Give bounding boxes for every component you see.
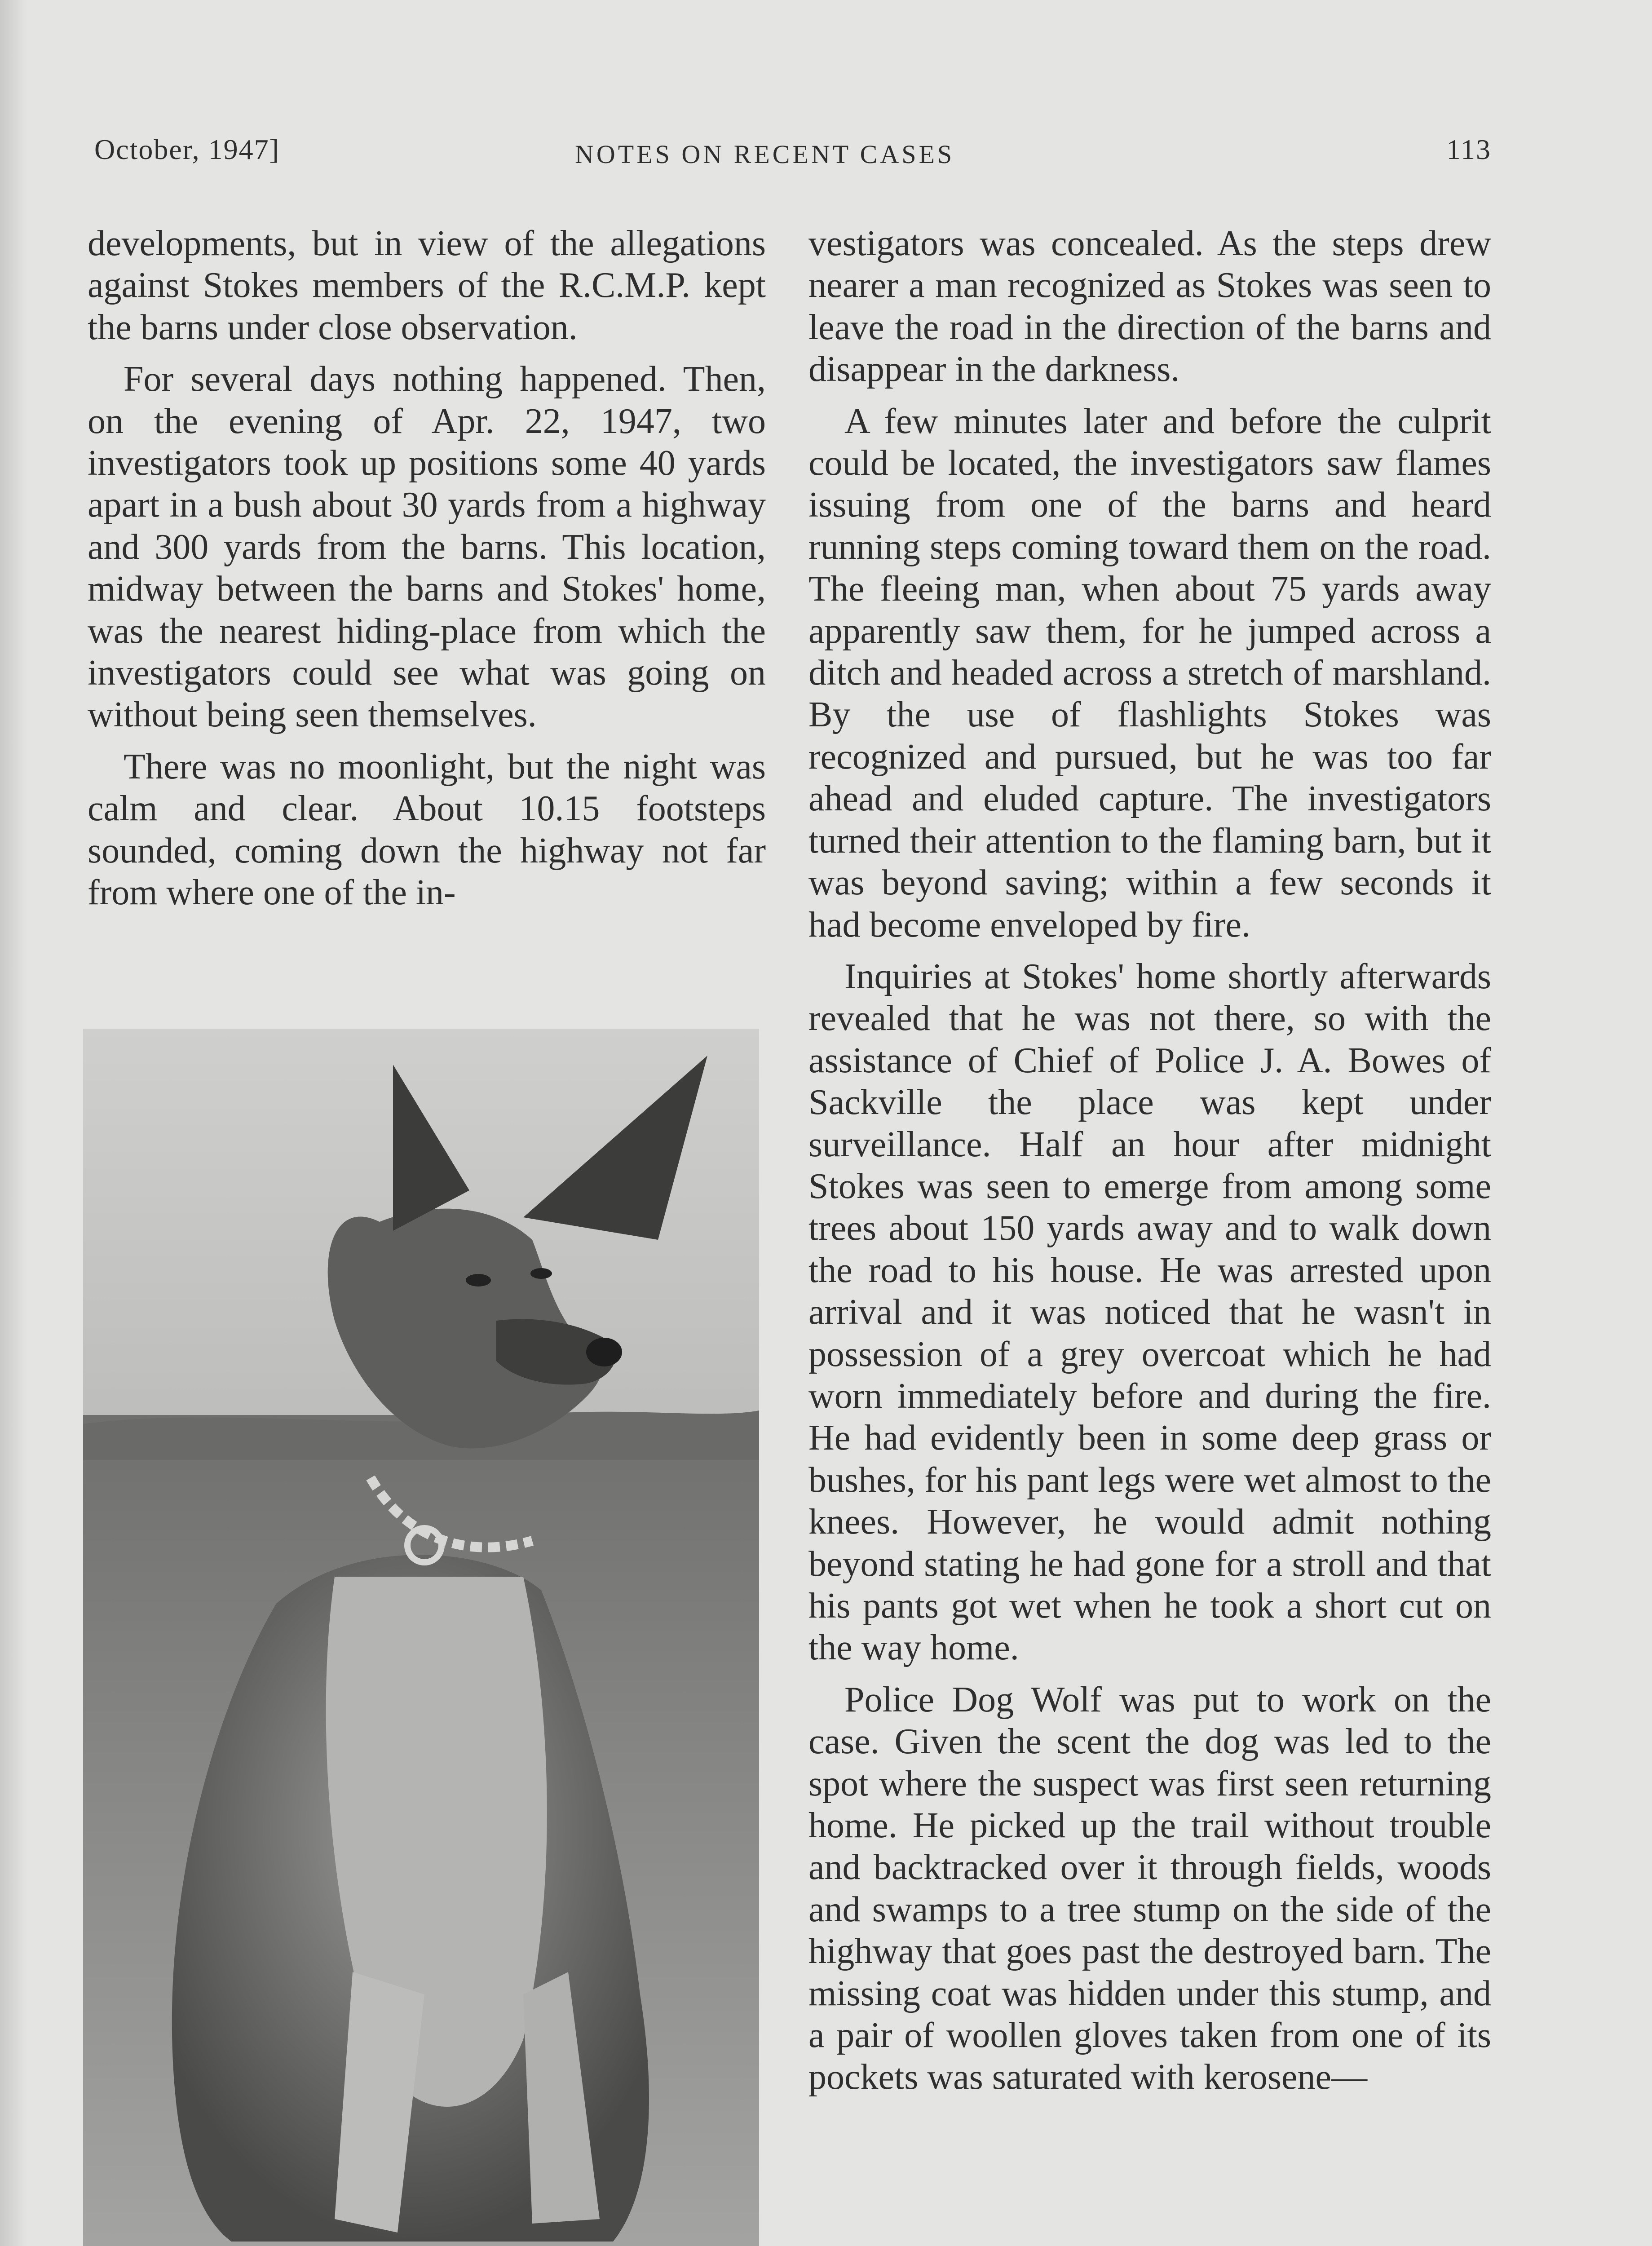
paragraph: A few minutes later and before the culprit could be located, the investigators saw flames issuing from one of the barns and heard running steps coming toward them on the road. The fleeing man, when about 75 yards away apparently saw them, for he jumped across a ditch and headed across a stretch of marshland. By the use of flashlights Stokes was recognized and pursued, but he was too far ahead and eluded capture. The investigators turned their attention to the flaming barn, but it was beyond saving; within a few seconds it had become enveloped by fire. — [808, 401, 1491, 945]
page-number: 113 — [1446, 133, 1491, 165]
paragraph: vestigators was concealed. As the steps drew nearer a man recognized as Stokes was seen to leave the road in the direction of the barns and disappear in the darkness. — [808, 224, 1491, 389]
running-header — [94, 133, 1491, 182]
left-column — [88, 223, 766, 914]
paragraph: Police Dog Wolf was put to work on the case. Given the scent the dog was led to the spot where the suspect was first seen returning home. He picked up the trail without trouble and backtracked over it through fields, woods and swamps to a tree stump on the side of the highway that goes past the destroyed barn. The missing coat was hidden under this stump, and a pair of woollen gloves taken from one of its pockets was saturated with kerosene— — [808, 1680, 1491, 2097]
right-column — [808, 223, 1491, 2099]
paragraph: Inquiries at Stokes' home shortly afterwards revealed that he was not there, so with the assistance of Chief of Police J. A. Bowes of Sackville the place was kept under surveillance. Half an hour after midnight Stokes was seen to emerge from among some trees about 150 yards away and to walk down the road to his house. He was arrested upon arrival and it was noticed that he wasn't in possession of a grey overcoat which he had worn immediately before and during the fire. He had evidently been in some deep grass or bushes, for his pant legs were wet almost to the knees. However, he would admit nothing beyond stating he had gone for a stroll and that his pants got wet when he took a short cut on the way home. — [808, 956, 1491, 1668]
police-dog-photo — [83, 1029, 759, 2246]
paragraph: For several days nothing happened. Then, on the evening of Apr. 22, 1947, two investigators took up positions some 40 yards apart in a bush about 30 yards from a highway and 300 yards from the barns. This location, midway between the barns and Stokes' home, was the nearest hiding-place from which the investigators could see what was going on without being seen themselves. — [88, 359, 766, 735]
header-date: October, 1947] — [94, 133, 280, 165]
page-edge-shadow — [0, 0, 27, 2246]
header-section-title: NOTES ON RECENT CASES — [575, 140, 955, 169]
paragraph: developments, but in view of the allegations against Stokes members of the R.C.M.P. kept the barns under close observation. — [88, 224, 766, 347]
paragraph: There was no moonlight, but the night was calm and clear. About 10.15 footsteps sounded, coming down the highway not far from where one of the in- — [88, 747, 766, 913]
